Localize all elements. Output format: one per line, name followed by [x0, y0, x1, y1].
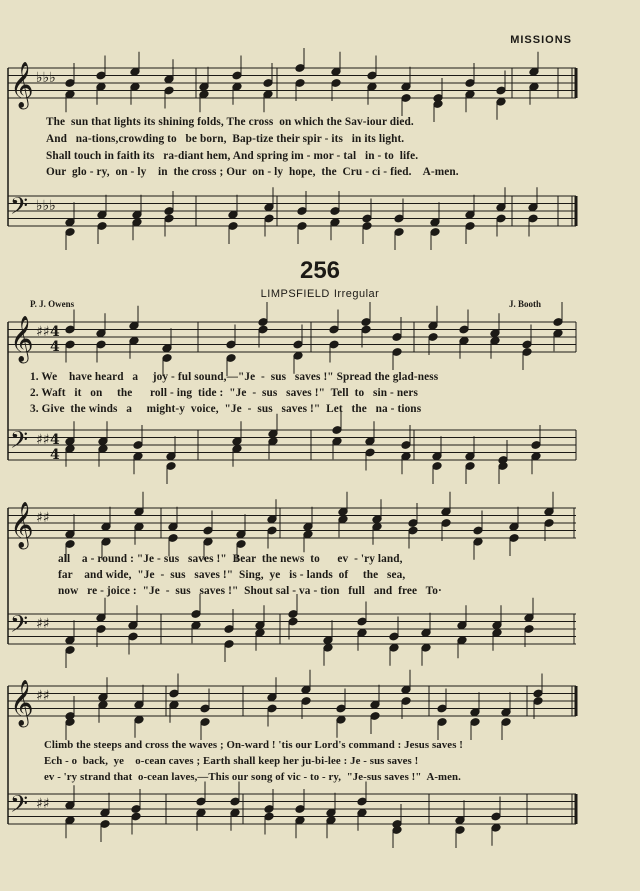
bass-clef-icon: 𝄢 [10, 610, 29, 643]
key-signature: ♯♯ [36, 616, 50, 632]
music-credit: J. Booth [509, 299, 542, 309]
lyric-line: ev - 'ry strand that o-cean laves,—This our song of vic - to - ry, "Je-sus saves !" A-men. [44, 771, 461, 783]
lyric-line: 3. Give the winds a might-y voice, "Je - sus saves !" Let the na - tions [30, 403, 422, 415]
time-signature: 4 [50, 324, 60, 340]
key-signature: ♯♯ [36, 432, 50, 448]
treble-clef-icon: 𝄞 [10, 502, 34, 548]
key-signature: ♯♯ [36, 796, 50, 812]
key-signature: ♯♯ [36, 688, 50, 704]
lyric-line: now re - joice : "Je - sus saves !" Shout sal - va - tion full and free To· [58, 585, 442, 597]
section-header: MISSIONS [510, 34, 572, 46]
key-signature: ♭♭♭ [36, 198, 56, 214]
key-signature: ♭♭♭ [36, 70, 56, 86]
treble-clef-icon: 𝄞 [10, 316, 34, 362]
bass-clef-icon: 𝄢 [10, 426, 29, 459]
tune-meter: Irregular [333, 288, 380, 300]
lyric-line: far and wide, "Je - sus saves !" Sing, ye is - lands of the sea, [58, 569, 406, 581]
lyric-line: The sun that lights its shining folds, The cross on which the Sav-iour died. [46, 116, 414, 128]
key-signature: ♯♯ [36, 324, 50, 340]
lyric-line: all a - round : "Je - sus saves !" Bear the news to ev - 'ry land, [58, 553, 403, 565]
lyric-line: Our glo - ry, on - ly in the cross ; Our on - ly hope, the Cru - ci - fied. A-men. [46, 166, 459, 178]
treble-clef-icon: 𝄞 [10, 62, 34, 108]
time-signature: 4 [50, 339, 60, 355]
lyric-line: Ech - o back, ye o-cean caves ; Earth shall keep her ju-bi-lee : Je - sus saves ! [44, 755, 419, 767]
noteheads [65, 48, 563, 848]
treble-clef-icon: 𝄞 [10, 680, 34, 726]
lyric-line: Shall touch in faith its ra-diant hem, And spring im - mor - tal in - to life. [46, 150, 419, 162]
key-signature: ♯♯ [36, 510, 50, 526]
tune-name: LIMPSFIELD [260, 288, 330, 300]
lyric-line: Climb the steeps and cross the waves ; On-ward ! 'tis our Lord's command : Jesus saves ! [44, 739, 463, 751]
words-credit: P. J. Owens [30, 299, 75, 309]
lyric-line: 2. Waft it on the roll - ing tide : "Je - sus saves !" Tell to sin - ners [30, 387, 418, 399]
bass-clef-icon: 𝄢 [10, 790, 29, 823]
staff-lines [8, 68, 576, 824]
bass-clef-icon: 𝄢 [10, 192, 29, 225]
lyric-line: And na-tions,crowding to be born, Bap-tize their spir - its in its light. [46, 133, 405, 145]
time-signature: 4 [50, 432, 60, 448]
hymn-number: 256 [299, 257, 341, 284]
lyric-line: 1. We have heard a joy - ful sound,—"Je - sus saves !" Spread the glad-ness [30, 371, 439, 383]
time-signature: 4 [50, 447, 60, 463]
